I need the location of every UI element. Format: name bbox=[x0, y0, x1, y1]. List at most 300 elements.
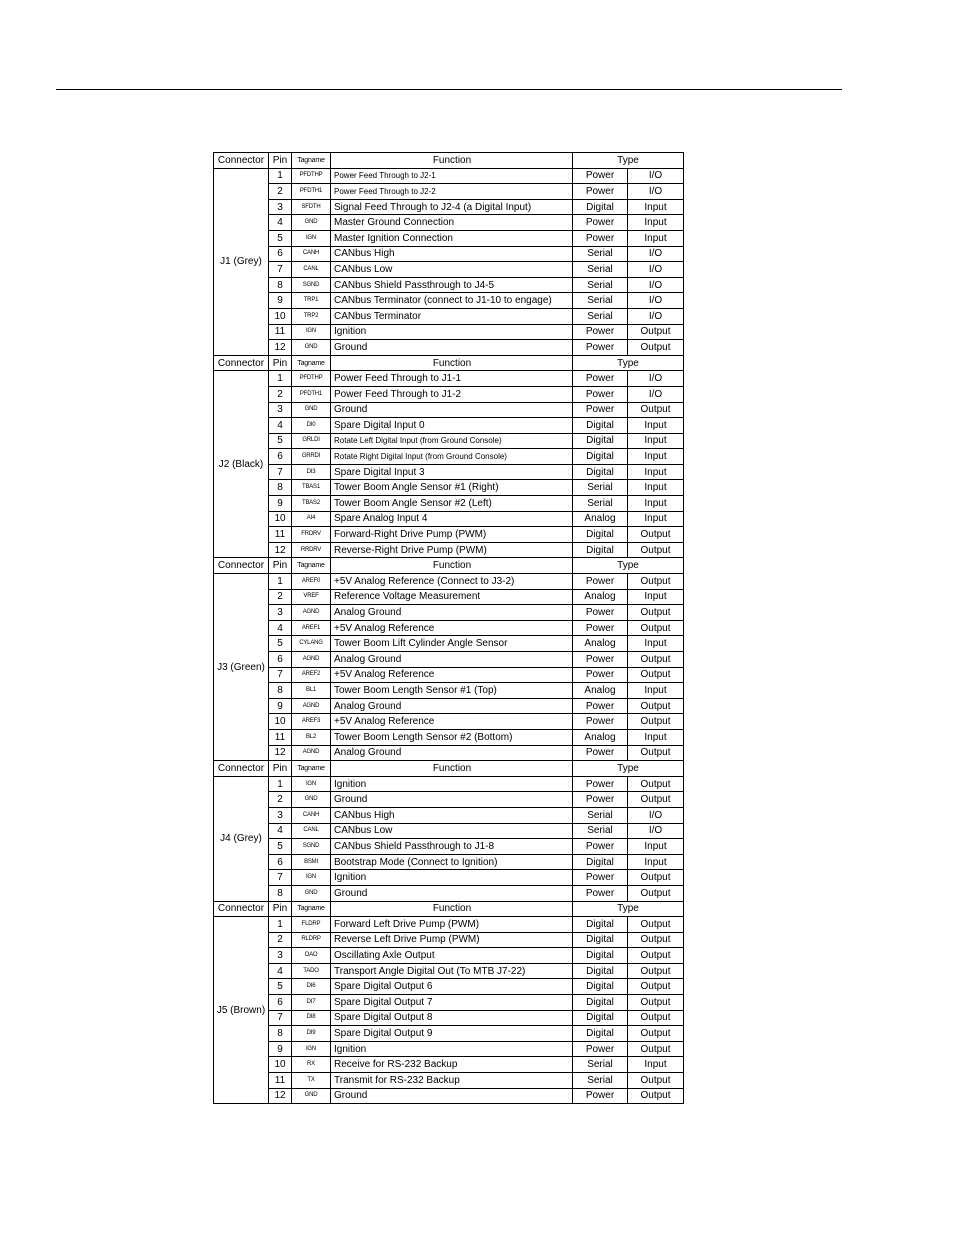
signal-type: Analog bbox=[573, 683, 628, 699]
signal-type: Digital bbox=[573, 464, 628, 480]
header-function: Function bbox=[331, 355, 573, 371]
signal-type: Power bbox=[573, 870, 628, 886]
signal-type: Power bbox=[573, 168, 628, 184]
table-row bbox=[214, 745, 684, 761]
header-connector: Connector bbox=[214, 901, 269, 917]
signal-direction: I/O bbox=[628, 293, 684, 309]
pin-number: 10 bbox=[269, 1057, 292, 1073]
function-description: Power Feed Through to J1-2 bbox=[331, 386, 573, 402]
signal-type: Analog bbox=[573, 729, 628, 745]
function-description: Spare Digital Input 3 bbox=[331, 464, 573, 480]
pin-number: 1 bbox=[269, 371, 292, 387]
tagname: DI7 bbox=[292, 995, 331, 1011]
tagname: PFDTHP bbox=[292, 168, 331, 184]
tagname: SGND bbox=[292, 839, 331, 855]
function-description: Power Feed Through to J2-1 bbox=[331, 168, 573, 184]
pin-number: 4 bbox=[269, 620, 292, 636]
signal-direction: Output bbox=[628, 979, 684, 995]
table-row bbox=[214, 885, 684, 901]
tagname: FRDRV bbox=[292, 527, 331, 543]
signal-direction: I/O bbox=[628, 168, 684, 184]
table-row bbox=[214, 620, 684, 636]
signal-direction: Output bbox=[628, 1010, 684, 1026]
pin-number: 10 bbox=[269, 511, 292, 527]
function-description: Tower Boom Angle Sensor #1 (Right) bbox=[331, 480, 573, 496]
signal-type: Digital bbox=[573, 1010, 628, 1026]
pin-number: 8 bbox=[269, 1026, 292, 1042]
table-row bbox=[214, 215, 684, 231]
pin-number: 7 bbox=[269, 262, 292, 278]
signal-type: Digital bbox=[573, 995, 628, 1011]
function-description: CANbus Terminator bbox=[331, 308, 573, 324]
signal-direction: I/O bbox=[628, 371, 684, 387]
function-description: Ground bbox=[331, 1088, 573, 1104]
pin-number: 11 bbox=[269, 324, 292, 340]
signal-direction: I/O bbox=[628, 184, 684, 200]
function-description: +5V Analog Reference bbox=[331, 620, 573, 636]
signal-direction: Output bbox=[628, 995, 684, 1011]
pin-number: 7 bbox=[269, 667, 292, 683]
signal-type: Power bbox=[573, 230, 628, 246]
table-row bbox=[214, 277, 684, 293]
function-description: CANbus Terminator (connect to J1-10 to engage) bbox=[331, 293, 573, 309]
signal-direction: Input bbox=[628, 1057, 684, 1073]
signal-type: Analog bbox=[573, 589, 628, 605]
signal-type: Digital bbox=[573, 433, 628, 449]
signal-direction: Input bbox=[628, 854, 684, 870]
tagname: GRLDI bbox=[292, 433, 331, 449]
table-row bbox=[214, 449, 684, 465]
signal-type: Serial bbox=[573, 293, 628, 309]
tagname: GND bbox=[292, 215, 331, 231]
signal-direction: Output bbox=[628, 1026, 684, 1042]
table-row bbox=[214, 230, 684, 246]
pin-number: 2 bbox=[269, 184, 292, 200]
tagname: AREF0 bbox=[292, 574, 331, 590]
table-row bbox=[214, 199, 684, 215]
signal-direction: Output bbox=[628, 932, 684, 948]
table-row bbox=[214, 1026, 684, 1042]
tagname: TADO bbox=[292, 963, 331, 979]
function-description: Tower Boom Angle Sensor #2 (Left) bbox=[331, 496, 573, 512]
header-tagname: Tagname bbox=[292, 355, 331, 371]
signal-type: Power bbox=[573, 386, 628, 402]
signal-direction: I/O bbox=[628, 277, 684, 293]
function-description: Tower Boom Lift Cylinder Angle Sensor bbox=[331, 636, 573, 652]
pin-number: 2 bbox=[269, 589, 292, 605]
tagname: PFDTH1 bbox=[292, 386, 331, 402]
signal-direction: Input bbox=[628, 839, 684, 855]
table-row bbox=[214, 1073, 684, 1089]
signal-type: Power bbox=[573, 605, 628, 621]
signal-direction: I/O bbox=[628, 246, 684, 262]
table-row bbox=[214, 652, 684, 668]
signal-type: Power bbox=[573, 402, 628, 418]
header-row bbox=[214, 355, 684, 371]
tagname: IGN bbox=[292, 230, 331, 246]
signal-type: Power bbox=[573, 776, 628, 792]
signal-direction: Output bbox=[628, 885, 684, 901]
table-row bbox=[214, 527, 684, 543]
function-description: CANbus Low bbox=[331, 823, 573, 839]
signal-direction: Input bbox=[628, 199, 684, 215]
signal-type: Power bbox=[573, 1088, 628, 1104]
pin-number: 3 bbox=[269, 402, 292, 418]
function-description: Rotate Right Digital Input (from Ground Console) bbox=[331, 449, 573, 465]
tagname: GND bbox=[292, 402, 331, 418]
signal-direction: Input bbox=[628, 230, 684, 246]
table-row bbox=[214, 246, 684, 262]
pin-number: 12 bbox=[269, 745, 292, 761]
pin-number: 1 bbox=[269, 917, 292, 933]
signal-direction: I/O bbox=[628, 386, 684, 402]
function-description: +5V Analog Reference bbox=[331, 667, 573, 683]
signal-direction: Input bbox=[628, 511, 684, 527]
tagname: BSMI bbox=[292, 854, 331, 870]
pin-number: 11 bbox=[269, 527, 292, 543]
pin-number: 11 bbox=[269, 1073, 292, 1089]
table-row bbox=[214, 932, 684, 948]
connector-name: J3 (Green) bbox=[214, 574, 269, 761]
signal-type: Serial bbox=[573, 480, 628, 496]
signal-direction: Output bbox=[628, 714, 684, 730]
signal-direction: Output bbox=[628, 542, 684, 558]
pin-number: 6 bbox=[269, 854, 292, 870]
signal-type: Serial bbox=[573, 262, 628, 278]
tagname: AREF2 bbox=[292, 667, 331, 683]
signal-type: Digital bbox=[573, 199, 628, 215]
signal-type: Power bbox=[573, 324, 628, 340]
signal-direction: Output bbox=[628, 745, 684, 761]
table-row bbox=[214, 698, 684, 714]
tagname: DI8 bbox=[292, 1010, 331, 1026]
tagname: AI4 bbox=[292, 511, 331, 527]
function-description: Ground bbox=[331, 792, 573, 808]
header-pin: Pin bbox=[269, 355, 292, 371]
signal-type: Serial bbox=[573, 807, 628, 823]
tagname: PFDTH1 bbox=[292, 184, 331, 200]
function-description: Transmit for RS-232 Backup bbox=[331, 1073, 573, 1089]
signal-type: Analog bbox=[573, 636, 628, 652]
function-description: CANbus High bbox=[331, 246, 573, 262]
pin-number: 4 bbox=[269, 823, 292, 839]
pin-number: 12 bbox=[269, 542, 292, 558]
table-row bbox=[214, 464, 684, 480]
header-tagname: Tagname bbox=[292, 558, 331, 574]
function-description: CANbus Low bbox=[331, 262, 573, 278]
header-tagname: Tagname bbox=[292, 761, 331, 777]
pin-number: 4 bbox=[269, 418, 292, 434]
signal-direction: Output bbox=[628, 574, 684, 590]
header-type: Type bbox=[573, 761, 684, 777]
header-pin: Pin bbox=[269, 761, 292, 777]
function-description: Ignition bbox=[331, 776, 573, 792]
table-row bbox=[214, 293, 684, 309]
tagname: AGND bbox=[292, 745, 331, 761]
tagname: AGND bbox=[292, 652, 331, 668]
table-row bbox=[214, 511, 684, 527]
tagname: RX bbox=[292, 1057, 331, 1073]
function-description: Tower Boom Length Sensor #1 (Top) bbox=[331, 683, 573, 699]
table-row bbox=[214, 714, 684, 730]
pin-number: 10 bbox=[269, 308, 292, 324]
table-row bbox=[214, 605, 684, 621]
function-description: Power Feed Through to J2-2 bbox=[331, 184, 573, 200]
pin-number: 2 bbox=[269, 792, 292, 808]
function-description: Ground bbox=[331, 885, 573, 901]
table-body bbox=[214, 153, 684, 1104]
tagname: IGN bbox=[292, 324, 331, 340]
table-row bbox=[214, 776, 684, 792]
pin-number: 3 bbox=[269, 605, 292, 621]
tagname: BL2 bbox=[292, 729, 331, 745]
function-description: Analog Ground bbox=[331, 745, 573, 761]
signal-type: Power bbox=[573, 885, 628, 901]
table-row bbox=[214, 418, 684, 434]
signal-type: Serial bbox=[573, 277, 628, 293]
signal-direction: Input bbox=[628, 589, 684, 605]
connector-name: J1 (Grey) bbox=[214, 168, 269, 355]
pin-number: 12 bbox=[269, 1088, 292, 1104]
signal-type: Serial bbox=[573, 246, 628, 262]
header-function: Function bbox=[331, 761, 573, 777]
signal-type: Serial bbox=[573, 823, 628, 839]
pin-number: 9 bbox=[269, 698, 292, 714]
header-function: Function bbox=[331, 901, 573, 917]
function-description: Forward Left Drive Pump (PWM) bbox=[331, 917, 573, 933]
signal-direction: Output bbox=[628, 620, 684, 636]
function-description: Spare Analog Input 4 bbox=[331, 511, 573, 527]
pin-number: 3 bbox=[269, 199, 292, 215]
header-row bbox=[214, 761, 684, 777]
signal-type: Digital bbox=[573, 854, 628, 870]
pin-number: 2 bbox=[269, 386, 292, 402]
signal-type: Power bbox=[573, 620, 628, 636]
table-row bbox=[214, 340, 684, 356]
tagname: GND bbox=[292, 792, 331, 808]
pin-number: 10 bbox=[269, 714, 292, 730]
tagname: CYLANG bbox=[292, 636, 331, 652]
table-row bbox=[214, 386, 684, 402]
pin-number: 9 bbox=[269, 1041, 292, 1057]
pin-number: 5 bbox=[269, 839, 292, 855]
tagname: RLDRP bbox=[292, 932, 331, 948]
pin-number: 5 bbox=[269, 230, 292, 246]
table-row bbox=[214, 1010, 684, 1026]
signal-type: Power bbox=[573, 1041, 628, 1057]
table-row bbox=[214, 402, 684, 418]
signal-direction: Output bbox=[628, 324, 684, 340]
connector-name: J5 (Brown) bbox=[214, 917, 269, 1104]
table-row bbox=[214, 324, 684, 340]
table-row bbox=[214, 823, 684, 839]
header-pin: Pin bbox=[269, 558, 292, 574]
tagname: RRDRV bbox=[292, 542, 331, 558]
tagname: AGND bbox=[292, 605, 331, 621]
header-pin: Pin bbox=[269, 153, 292, 169]
function-description: Oscillating Axle Output bbox=[331, 948, 573, 964]
function-description: +5V Analog Reference bbox=[331, 714, 573, 730]
table-row bbox=[214, 729, 684, 745]
signal-direction: I/O bbox=[628, 807, 684, 823]
function-description: Master Ignition Connection bbox=[331, 230, 573, 246]
function-description: Rotate Left Digital Input (from Ground Console) bbox=[331, 433, 573, 449]
tagname: VREF bbox=[292, 589, 331, 605]
tagname: TX bbox=[292, 1073, 331, 1089]
tagname: CANL bbox=[292, 823, 331, 839]
table-row bbox=[214, 1041, 684, 1057]
function-description: Analog Ground bbox=[331, 605, 573, 621]
function-description: Ignition bbox=[331, 324, 573, 340]
table-row bbox=[214, 308, 684, 324]
function-description: Transport Angle Digital Out (To MTB J7-22) bbox=[331, 963, 573, 979]
signal-direction: Output bbox=[628, 340, 684, 356]
signal-direction: Output bbox=[628, 1088, 684, 1104]
signal-direction: Input bbox=[628, 480, 684, 496]
pin-number: 6 bbox=[269, 246, 292, 262]
function-description: Master Ground Connection bbox=[331, 215, 573, 231]
tagname: GND bbox=[292, 885, 331, 901]
table-row bbox=[214, 262, 684, 278]
pin-number: 9 bbox=[269, 293, 292, 309]
tagname: DI9 bbox=[292, 1026, 331, 1042]
signal-type: Power bbox=[573, 340, 628, 356]
tagname: IGN bbox=[292, 870, 331, 886]
function-description: Forward-Right Drive Pump (PWM) bbox=[331, 527, 573, 543]
signal-type: Digital bbox=[573, 1026, 628, 1042]
function-description: Ground bbox=[331, 402, 573, 418]
table-row bbox=[214, 636, 684, 652]
header-row bbox=[214, 153, 684, 169]
table-row bbox=[214, 589, 684, 605]
table-row bbox=[214, 371, 684, 387]
signal-type: Digital bbox=[573, 963, 628, 979]
signal-direction: Output bbox=[628, 1073, 684, 1089]
signal-direction: Input bbox=[628, 418, 684, 434]
signal-type: Power bbox=[573, 215, 628, 231]
signal-direction: Input bbox=[628, 729, 684, 745]
pin-number: 5 bbox=[269, 979, 292, 995]
signal-direction: Input bbox=[628, 449, 684, 465]
signal-type: Serial bbox=[573, 1073, 628, 1089]
pin-number: 8 bbox=[269, 277, 292, 293]
pin-number: 6 bbox=[269, 449, 292, 465]
signal-type: Power bbox=[573, 745, 628, 761]
pin-number: 11 bbox=[269, 729, 292, 745]
table-row bbox=[214, 480, 684, 496]
signal-type: Digital bbox=[573, 917, 628, 933]
pin-number: 5 bbox=[269, 433, 292, 449]
signal-type: Serial bbox=[573, 308, 628, 324]
signal-type: Power bbox=[573, 371, 628, 387]
tagname: OAO bbox=[292, 948, 331, 964]
top-horizontal-rule bbox=[56, 89, 842, 90]
header-connector: Connector bbox=[214, 761, 269, 777]
signal-type: Digital bbox=[573, 979, 628, 995]
tagname: DI6 bbox=[292, 979, 331, 995]
signal-type: Serial bbox=[573, 1057, 628, 1073]
table-row bbox=[214, 854, 684, 870]
table-row bbox=[214, 807, 684, 823]
tagname: TBAS2 bbox=[292, 496, 331, 512]
header-pin: Pin bbox=[269, 901, 292, 917]
table-row bbox=[214, 574, 684, 590]
tagname: TBAS1 bbox=[292, 480, 331, 496]
header-connector: Connector bbox=[214, 153, 269, 169]
header-tagname: Tagname bbox=[292, 901, 331, 917]
tagname: SFDTH bbox=[292, 199, 331, 215]
header-type: Type bbox=[573, 153, 684, 169]
function-description: Signal Feed Through to J2-4 (a Digital Input) bbox=[331, 199, 573, 215]
pin-number: 12 bbox=[269, 340, 292, 356]
pin-number: 5 bbox=[269, 636, 292, 652]
table-row bbox=[214, 496, 684, 512]
signal-direction: Input bbox=[628, 636, 684, 652]
table-row bbox=[214, 683, 684, 699]
function-description: Analog Ground bbox=[331, 652, 573, 668]
pin-number: 7 bbox=[269, 1010, 292, 1026]
table-row bbox=[214, 870, 684, 886]
tagname: GRRDI bbox=[292, 449, 331, 465]
table-row bbox=[214, 979, 684, 995]
function-description: +5V Analog Reference (Connect to J3-2) bbox=[331, 574, 573, 590]
pin-number: 2 bbox=[269, 932, 292, 948]
signal-type: Analog bbox=[573, 511, 628, 527]
table-row bbox=[214, 792, 684, 808]
function-description: Tower Boom Length Sensor #2 (Bottom) bbox=[331, 729, 573, 745]
signal-direction: Input bbox=[628, 433, 684, 449]
function-description: Power Feed Through to J1-1 bbox=[331, 371, 573, 387]
signal-type: Serial bbox=[573, 496, 628, 512]
connector-name: J4 (Grey) bbox=[214, 776, 269, 901]
signal-direction: Output bbox=[628, 776, 684, 792]
tagname: AGND bbox=[292, 698, 331, 714]
header-connector: Connector bbox=[214, 355, 269, 371]
header-function: Function bbox=[331, 153, 573, 169]
signal-direction: Input bbox=[628, 464, 684, 480]
tagname: TRP1 bbox=[292, 293, 331, 309]
signal-type: Digital bbox=[573, 932, 628, 948]
header-function: Function bbox=[331, 558, 573, 574]
signal-type: Digital bbox=[573, 418, 628, 434]
table-row bbox=[214, 963, 684, 979]
table-row bbox=[214, 917, 684, 933]
pin-number: 6 bbox=[269, 995, 292, 1011]
function-description: Spare Digital Output 9 bbox=[331, 1026, 573, 1042]
table-row bbox=[214, 948, 684, 964]
function-description: Receive for RS-232 Backup bbox=[331, 1057, 573, 1073]
pin-number: 1 bbox=[269, 168, 292, 184]
signal-direction: I/O bbox=[628, 823, 684, 839]
signal-type: Digital bbox=[573, 948, 628, 964]
tagname: PFDTHP bbox=[292, 371, 331, 387]
pin-number: 4 bbox=[269, 963, 292, 979]
function-description: Ground bbox=[331, 340, 573, 356]
header-type: Type bbox=[573, 558, 684, 574]
tagname: AREF1 bbox=[292, 620, 331, 636]
signal-direction: Output bbox=[628, 402, 684, 418]
tagname: TRP2 bbox=[292, 308, 331, 324]
signal-type: Power bbox=[573, 652, 628, 668]
signal-type: Power bbox=[573, 698, 628, 714]
function-description: Ignition bbox=[331, 870, 573, 886]
pin-number: 8 bbox=[269, 885, 292, 901]
header-type: Type bbox=[573, 901, 684, 917]
pin-number: 3 bbox=[269, 807, 292, 823]
function-description: Ignition bbox=[331, 1041, 573, 1057]
header-row bbox=[214, 901, 684, 917]
signal-type: Power bbox=[573, 792, 628, 808]
